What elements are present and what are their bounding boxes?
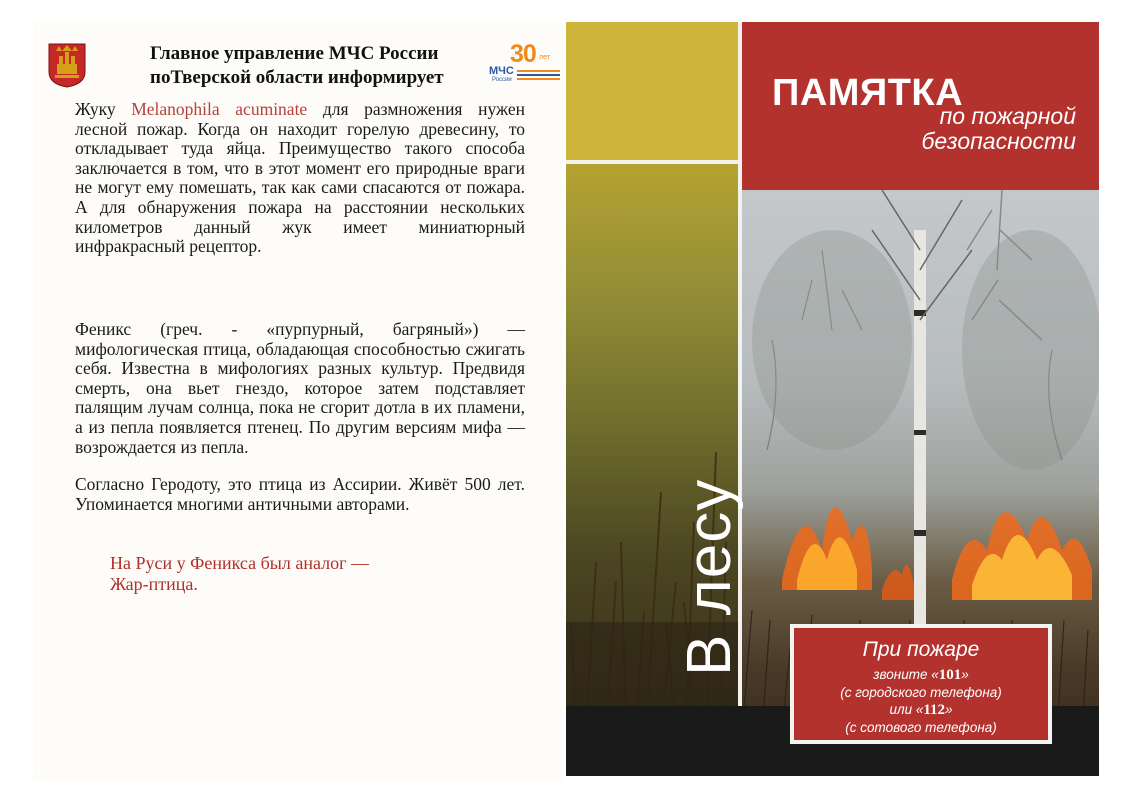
info-or-line: [794, 701, 1048, 719]
logo-country: России: [492, 77, 512, 83]
horizontal-divider: [566, 160, 742, 164]
call-prefix: звоните «: [873, 667, 939, 682]
logo-org: МЧС: [489, 65, 514, 77]
brochure-cover: [566, 22, 1099, 776]
firebird-note: На Руси у Феникса был аналог — Жар-птица.: [110, 553, 369, 594]
header-title: Главное управление МЧС России поТверской области информирует: [150, 43, 444, 88]
phone-number-112: 112: [923, 702, 946, 718]
flames: [782, 507, 1092, 600]
logo-stripe: [517, 78, 560, 80]
phone-number-101: 101: [938, 667, 962, 683]
cover-title: ПАМЯТКА: [772, 72, 964, 114]
species-name: Melanophila acuminate: [131, 99, 308, 119]
logo-stripe: [517, 74, 560, 76]
or-suffix: »: [945, 702, 953, 717]
info-note-landline: (с городского телефона): [840, 685, 1002, 700]
info-call-line: [794, 666, 1048, 684]
beetle-text-start: Жуку: [75, 99, 132, 119]
logo-years: лет: [539, 54, 550, 61]
logo-number: 30: [510, 40, 536, 68]
beetle-text-rest: для размножения нужен лесной пожар. Когда он находит горелую древесину, то откладывает туда яйца. Преимущество такого способа заключается в том, что в этот момент его природные враги не могут ему помешать, так как сами спасаются от пожара. А для обнаружения пожара на расстоянии нескольких километров данный жук имеет миниатюрный инфракрасный рецептор.: [75, 99, 525, 257]
info-details: [794, 666, 1048, 736]
coat-of-arms-icon: [47, 42, 87, 88]
emergency-info-box: [790, 624, 1052, 744]
beetle-paragraph: [75, 100, 525, 257]
cover-subtitle: по пожарной безопасности: [921, 103, 1076, 154]
olive-top-panel: [566, 22, 742, 162]
call-suffix: »: [961, 667, 969, 682]
info-note-mobile: (с сотового телефона): [845, 720, 997, 735]
phoenix-paragraph: Феникс (греч. - «пурпурный, багряный») — мифологическая птица, обладающая способностью сжигать себя. Известна в мифологиях разных культур. Предвидя смерть, она вьет гнездо, которое затем подставляет палящим лучам солнца, пока не сгорит дотла в их пламени, а из пепла появляется птенец. По другим версиям мифа — возрождается из пепла.: [75, 319, 525, 457]
info-heading: При пожаре: [862, 638, 980, 661]
logo-stripe: [517, 70, 560, 72]
mchs-30-years-logo: [487, 40, 563, 88]
herodotus-paragraph: Согласно Геродоту, это птица из Ассирии. Живёт 500 лет. Упоминается многими античными авторами.: [75, 474, 525, 514]
vertical-cover-text: В лесу: [675, 478, 744, 676]
or-prefix: или «: [889, 702, 924, 717]
